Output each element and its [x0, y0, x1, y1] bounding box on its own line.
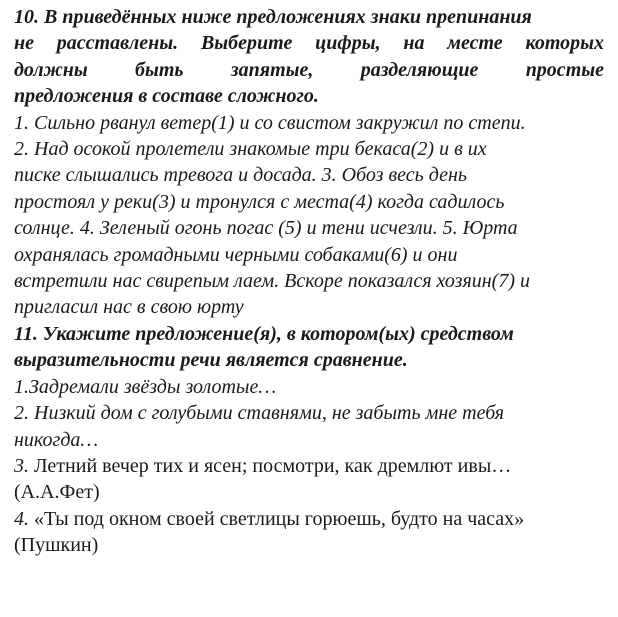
task10-heading-line-3	[14, 57, 604, 83]
word: быть	[135, 58, 184, 81]
option-3-text: Летний вечер тих и ясен; посмотри, как дремлют ивы…	[29, 454, 512, 477]
word: на	[403, 32, 425, 55]
task11-options	[14, 374, 604, 559]
task11-heading	[14, 321, 604, 374]
option-1: 1.Задремали звёзды золотые…	[14, 375, 277, 398]
task10-body	[14, 110, 604, 321]
task11-heading-line-2: выразительности речи является сравнение.	[14, 349, 408, 372]
task10-heading-line-1: 10. В приведённых ниже предложениях знаки препинания	[14, 6, 532, 28]
task10-heading	[14, 4, 604, 110]
option-4	[14, 506, 604, 532]
word: расставлены.	[56, 32, 179, 55]
word: должны	[14, 58, 88, 81]
option-3	[14, 453, 604, 479]
word: простые	[525, 58, 604, 81]
task11-heading-line-1: 11. Укажите предложение(я), в котором(ых) средством	[14, 322, 514, 345]
task10-body-line: пригласил нас в свою юрту	[14, 296, 244, 319]
task10-body-line: простоял у реки(3) и тронулся с места(4) когда садилось	[14, 190, 505, 213]
option-3-number: 3.	[14, 454, 29, 477]
option-4-author: (Пушкин)	[14, 534, 99, 557]
task10-heading-line-2	[14, 30, 604, 56]
document-page	[14, 4, 604, 559]
task10-body-line: писке слышались тревога и досада. 3. Обоз весь день	[14, 164, 467, 187]
word: запятые,	[230, 58, 314, 81]
word: не	[14, 32, 34, 55]
task10-heading-line-4: предложения в составе сложного.	[14, 85, 319, 108]
task10-body-line: 2. Над осокой пролетели знакомые три бекаса(2) и в их	[14, 138, 487, 161]
task10-body-line: встретили нас свирепым лаем. Вскоре показался хозяин(7) и	[14, 270, 530, 293]
task10-body-line: охранялась громадными черными собаками(6) и они	[14, 243, 458, 266]
task10-body-line: солнце. 4. Зеленый огонь погас (5) и тени исчезли. 5. Юрта	[14, 217, 518, 240]
word: месте	[447, 32, 503, 55]
option-4-text: «Ты под окном своей светлицы горюешь, будто на часах»	[29, 507, 525, 530]
option-4-number: 4.	[14, 507, 29, 530]
word: Выберите	[200, 32, 293, 55]
option-2-line-1: 2. Низкий дом с голубыми ставнями, не забыть мне тебя	[14, 402, 505, 425]
word: цифры,	[315, 32, 381, 55]
option-3-author: (А.А.Фет)	[14, 481, 100, 504]
task10-body-line: 1. Сильно рванул ветер(1) и со свистом закружил по степи.	[14, 111, 526, 134]
option-2-line-2: никогда…	[14, 428, 99, 451]
word: разделяющие	[360, 58, 479, 81]
word: которых	[525, 32, 604, 55]
